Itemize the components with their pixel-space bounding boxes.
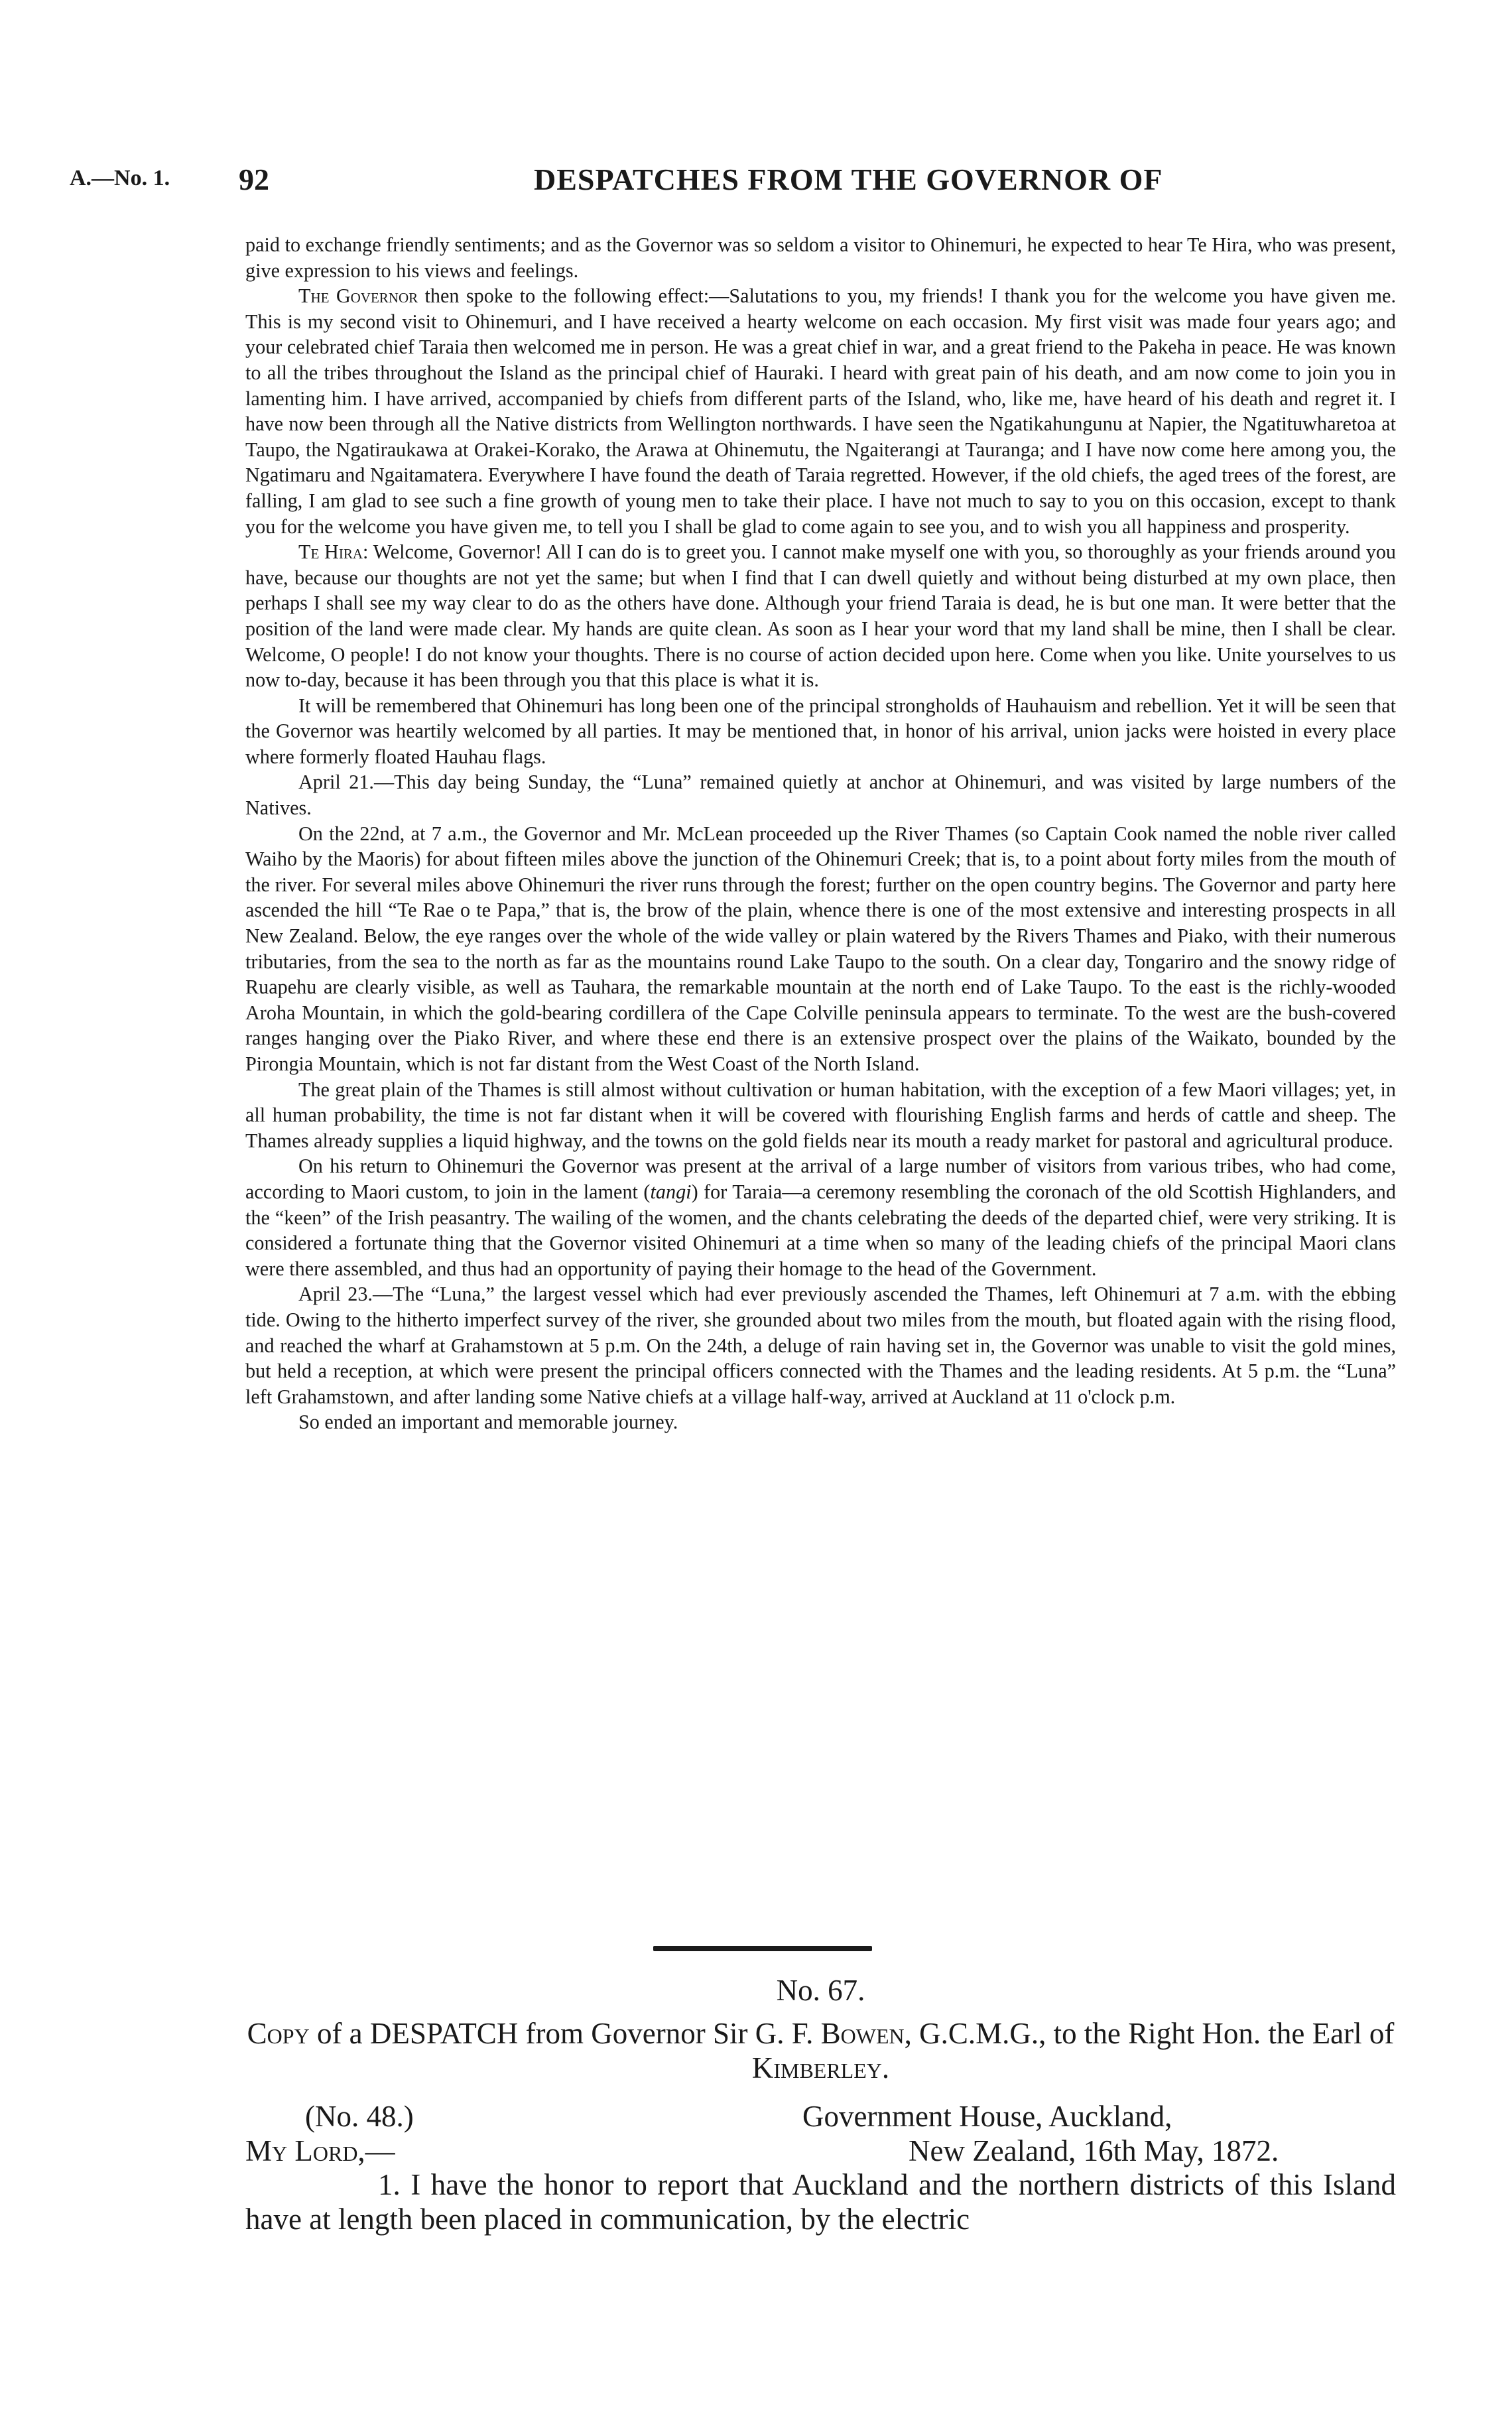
- paragraph: It will be remembered that Ohinemuri has long been one of the principal strongholds of Hauhauism and rebellion. Yet it will be seen that the Governor was heartily welcomed by all parties. It may be mentioned that, in honor of his arrival, union jacks were hoisted in every place where formerly floated Hauhau flags.: [245, 694, 1396, 768]
- copy-word: Copy: [247, 2017, 310, 2050]
- page-number: 92: [239, 162, 269, 196]
- speech-text: then spoke to the following effect:—Salutations to you, my friends! I thank you for the welcome you have given me. This is my second visit to Ohinemuri, and I have received a hearty welcome on each occasion. My first visit was made four years ago; and your celebrated chief Taraia then welcomed me in person. He was a great chief in war, and a great friend to the Pakeha in peace. He was known to all the tribes throughout the Island as the principal chief of Hauraki. I heard with great pain of his death, and am now come to join you in lamenting him. I have arrived, accompanied by chiefs from different parts of the Island, who, like me, have heard of his death and regret it. I have now been through all the Native districts from Wellington northwards. I have seen the Ngatikahungunu at Napier, the Ngatituwharetoa at Taupo, the Ngatiraukawa at Orakei-Korako, the Arawa at Ohinemutu, the Ngaiterangi at Tauranga; and I have now come here among you, the Ngatimaru and Ngaitamatera. Everywhere I have found the death of Taraia regretted. However, if the old chiefs, the aged trees of the forest, are falling, I am glad to see such a fine growth of young men to take their place. I have not much to say to you on this occasion, except to thank you for the welcome you have given me, to tell you I shall be glad to come again to see you, and to wish you all happiness and prosperity.: [245, 285, 1396, 538]
- heading-text: .: [881, 2051, 890, 2084]
- paragraph: So ended an important and memorable journey.: [298, 1411, 678, 1434]
- running-title: DESPATCHES FROM THE GOVERNOR OF: [534, 162, 1163, 196]
- text-segment: ) for Taraia—a ceremony resembling the coronach of the old Scottish Highlanders, and the “keen” of the Irish peasantry. The wailing of the women, and the chants celebrating the deeds of the departed chief, were very striking. It is considered a fortunate thing that the Governor visited Ohinemuri at a time when so many of the leading chiefs of the principal Maori clans were there assembled, and thus had an opportunity of paying their homage to the head of the Government.: [245, 1180, 1396, 1280]
- despatch-number: No. 67.: [776, 1974, 865, 2007]
- section-divider: [653, 1946, 872, 1951]
- despatch-date: New Zealand, 16th May, 1872.: [909, 2134, 1279, 2167]
- heading-text: of a DESPATCH from Governor Sir G. F.: [309, 2017, 821, 2050]
- despatch-meta: [245, 2099, 1396, 2165]
- speech-text: Welcome, Governor! All I can do is to greet you. I cannot make myself one with you, so thoroughly as your friends around you have, because our thoughts are not yet the same; but when I find that I can dwell quietly and without being disturbed at my own place, then perhaps I shall see my way clear to do as the others have done. Although your friend Taraia is dead, he is but one man. It were better that the position of the land were made clear. My hands are quite clean. As soon as I hear your word that my land shall be mine, then I shall be clear. Welcome, O people! I do not know your thoughts. There is no course of action decided upon here. Come when you like. Unite yourselves to us now to-day, because it has been through you that this place is what it is.: [245, 541, 1397, 692]
- paragraph: On the 22nd, at 7 a.m., the Governor and Mr. McLean proceeded up the River Thames (so Captain Cook named the noble river called Waiho by the Maoris) for about fifteen miles above the junction of the Ohinemuri Creek; that is, to a point about forty miles from the mouth of the river. For several miles above Ohinemuri the river runs through the forest; further on the open country begins. The Governor and party here ascended the hill “Te Rae o te Papa,” that is, the brow of the plain, whence there is one of the most extensive and interesting prospects in all New Zealand. Below, the eye ranges over the whole of the wide valley or plain watered by the Rivers Thames and Piako, with their numerous tributaries, from the sea to the north as far as the mountains round Lake Taupo to the south. On a clear day, Tongariro and the snowy ridge of Ruapehu are clearly visible, as well as Tauhara, the remarkable mountain at the north end of Lake Taupo. To the east is the richly-wooded Aroha Mountain, in which the gold-bearing cordillera of the Cape Colville peninsula appears to terminate. To the west are the bush-covered ranges hanging over the Piako River, and where these end there is an extensive prospect over the plains of the Waikato, bounded by the Pirongia Mountain, which is not far distant from the West Coast of the North Island.: [245, 822, 1396, 1075]
- despatch-opening-paragraph: 1. I have the honor to report that Auckland and the northern districts of this Island have at length been placed in communication, by the electric: [245, 2168, 1396, 2236]
- paragraph: [245, 1153, 1396, 1281]
- report-body: [245, 232, 1396, 1435]
- despatch-place: Government House, Auckland,: [802, 2100, 1172, 2133]
- paragraph: The great plain of the Thames is still almost without cultivation or human habitation, with the exception of a few Maori villages; yet, in all human probability, the time is not far distant when it will be covered with flourishing English farms and herds of cattle and sheep. The Thames already supplies a liquid highway, and the towns on the gold fields near its mouth a ready market for pastoral and agricultural produce.: [245, 1078, 1396, 1152]
- speaker-name: Te Hira:: [298, 541, 369, 564]
- earl-name: Kimberley: [751, 2051, 882, 2084]
- despatch-heading: [245, 2016, 1396, 2085]
- paragraph: April 21.—This day being Sunday, the “Luna” remained quietly at anchor at Ohinemuri, and was visited by large numbers of the Natives.: [245, 771, 1396, 820]
- heading-text: , G.C.M.G., to the Right Hon. the Earl of: [904, 2017, 1395, 2050]
- italic-word: tangi: [650, 1180, 692, 1203]
- te-hira-speech-paragraph: [245, 539, 1396, 693]
- document-reference: A.—No. 1.: [70, 166, 170, 190]
- paragraph: April 23.—The “Luna,” the largest vessel which had ever previously ascended the Thames, left Ohinemuri at 7 a.m. with the ebbing tide. Owing to the hitherto imperfect survey of the river, she grounded about two miles from the mouth, but floated again with the rising flood, and reached the wharf at Grahamstown at 5 p.m. On the 24th, a deluge of rain having set in, the Governor was unable to visit the gold mines, but held a reception, at which were present the principal officers connected with the Thames and the leading residents. At 5 p.m. the “Luna” left Grahamstown, and after landing some Native chiefs at a village half-way, arrived at Auckland at 11 o'clock p.m.: [245, 1283, 1396, 1408]
- paragraph: paid to exchange friendly sentiments; and as the Governor was so seldom a visitor to Ohinemuri, he expected to hear Te Hira, who was present, give expression to his views and feelings.: [245, 233, 1396, 282]
- governor-name: Bowen: [820, 2017, 905, 2050]
- governor-speech-paragraph: [245, 283, 1396, 539]
- text-segment: On his return to Ohinemuri the Governor was present at the arrival of a large number of visitors from various tribes, who had come, according to Maori custom, to join in the lament (: [245, 1155, 1396, 1203]
- despatch-ref-number: (No. 48.): [305, 2100, 414, 2133]
- salutation: My Lord,—: [245, 2134, 395, 2167]
- speaker-name: The Governor: [298, 285, 418, 308]
- page-header: [70, 162, 1442, 206]
